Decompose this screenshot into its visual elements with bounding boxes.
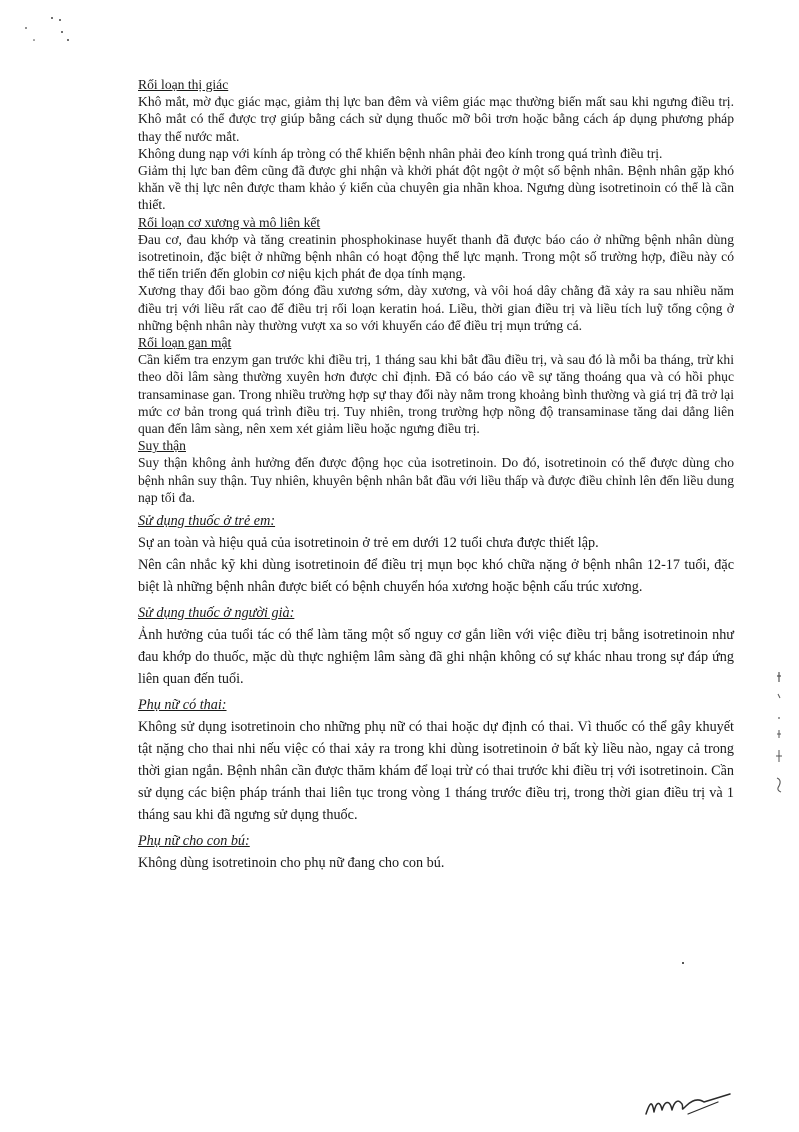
- paragraph: Nên cân nhắc kỹ khi dùng isotretinoin để điều trị mụn bọc khó chữa nặng ở bệnh nhân 12-17 tuổi, đặc biệt là những bệnh nhân được biết có bệnh chuyển hóa xương hoặc bệnh cấu trúc xương.: [138, 557, 734, 596]
- paragraph: Không dung nạp với kính áp tròng có thể khiến bệnh nhân phải đeo kính trong quá trình điều trị.: [138, 145, 663, 161]
- section-heading-phu-nu-co-thai: Phụ nữ có thai:: [138, 697, 227, 714]
- document-body: [138, 76, 734, 874]
- section-heading-phu-nu-cho-con-bu: Phụ nữ cho con bú:: [138, 833, 250, 850]
- paragraph: Không sử dụng isotretinoin cho những phụ nữ có thai hoặc dự định có thai. Vì thuốc có thể gây khuyết tật nặng cho thai nhi nếu việc có thai xảy ra trong khi dùng isotretinoin ở bất kỳ liều nào, ngay cả trong thời gian ngắn. Bệnh nhân cần được thăm khám để loại trừ có thai trước khi điều trị với isotretinoin. Cần sử dụng các biện pháp tránh thai liên tục trong vòng 1 tháng trước điều trị, trong thời gian điều trị và 1 tháng sau khi đã ngưng sử dụng thuốc.: [138, 719, 734, 824]
- paragraph: Sự an toàn và hiệu quả của isotretinoin ở trẻ em dưới 12 tuổi chưa được thiết lập.: [138, 535, 599, 552]
- paragraph: Xương thay đổi bao gồm đóng đầu xương sớm, dày xương, và vôi hoá dây chằng đã xảy ra sau nhiều năm điều trị với liều rất cao để điều trị rối loạn keratin hoá. Liều, thời gian điều trị và liều tích luỹ tổng cộng ở những bệnh nhân này thường vượt xa so với khuyến cáo để điều trị mụn trứng cá.: [138, 283, 734, 333]
- section-adverse-effects: [138, 76, 734, 506]
- section-heading-roi-loan-thi-giac: Rối loạn thị giác: [138, 77, 229, 92]
- page-edge-marks: [770, 668, 790, 798]
- section-heading-suy-than: Suy thận: [138, 438, 186, 454]
- handwritten-signature: [640, 1088, 740, 1122]
- paragraph: Khô mắt, mờ đục giác mạc, giảm thị lực ban đêm và viêm giác mạc thường biến mất sau khi ngưng điều trị. Khô mắt có thể được trợ giúp bằng cách sử dụng thuốc mỡ bôi trơn hoặc bằng cách áp dụng phương pháp thay thế nước mắt.: [138, 94, 734, 144]
- paragraph: Không dùng isotretinoin cho phụ nữ đang cho con bú.: [138, 855, 445, 872]
- section-heading-roi-loan-gan-mat: Rối loạn gan mật: [138, 335, 232, 351]
- paragraph: Suy thận không ảnh hưởng đến được động học của isotretinoin. Do đó, isotretinoin có thể được dùng cho bệnh nhân suy thận. Tuy nhiên, khuyên bệnh nhân bắt đầu với liều thấp và được điều chỉnh lên đến liều dung nạp tối đa.: [138, 455, 734, 505]
- paragraph: Ảnh hưởng của tuổi tác có thể làm tăng một số nguy cơ gắn liền với việc điều trị bằng isotretinoin như đau khớp do thuốc, mặc dù thực nghiệm lâm sàng đã ghi nhận không có sự khác nhau trong sự đáp ứng liên quan đến tuổi.: [138, 627, 734, 688]
- section-heading-su-dung-thuoc-o-tre-em: Sử dụng thuốc ở trẻ em:: [138, 513, 276, 530]
- paragraph: Đau cơ, đau khớp và tăng creatinin phosphokinase huyết thanh đã được báo cáo ở những bệnh nhân dùng isotretinoin, đặc biệt ở những bệnh nhân có hoạt động thể lực mạnh. Trong một số trường hợp, điều này có thể tiến triển đến globin cơ niệu kịch phát đe dọa tính mạng.: [138, 231, 734, 282]
- section-heading-su-dung-thuoc-o-nguoi-gia: Sử dụng thuốc ở người già:: [138, 605, 295, 622]
- scan-artifact-marks: [22, 14, 82, 54]
- paragraph: Giảm thị lực ban đêm cũng đã được ghi nhận và khởi phát đột ngột ở một số bệnh nhân. Bệnh nhân gặp khó khăn về thị lực nên được tham khảo ý kiến của chuyên gia nhãn khoa. Ngưng dùng isotretinoin có thể là cần thiết.: [138, 163, 734, 213]
- section-heading-roi-loan-co-xuong-va-mo-lien-ket: Rối loạn cơ xương và mô liên kết: [138, 214, 321, 230]
- scan-speck: [682, 962, 684, 964]
- section-special-populations: [138, 510, 734, 874]
- paragraph: Cần kiểm tra enzym gan trước khi điều trị, 1 tháng sau khi bắt đầu điều trị, và sau đó là mỗi ba tháng, trừ khi theo dõi lâm sàng thường xuyên hơn được chỉ định. Đã có báo cáo về sự tăng thoáng qua và có hồi phục transaminase gan. Trong nhiều trường hợp sự thay đổi này nằm trong khoảng bình thường và giá trị đã trở lại mức cơ bản trong quá trình điều trị. Tuy nhiên, trong trường hợp nồng độ transaminase tăng dai dẳng liên quan đến lâm sàng, nên xem xét giảm liều hoặc ngưng điều trị.: [138, 352, 734, 437]
